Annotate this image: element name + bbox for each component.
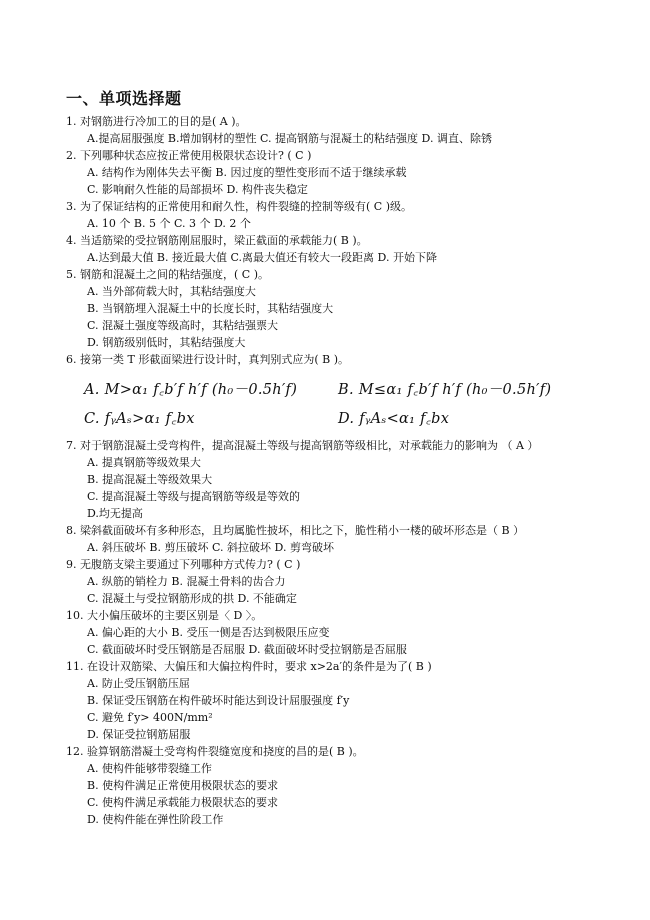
question-option: C. 提高混凝土等级与提高钢筋等级是等效的 xyxy=(87,490,301,503)
question-option: A.提高屈服强度 B.增加钢材的塑性 C. 提高钢筋与混凝土的粘结强度 D. 调直、除锈 xyxy=(87,132,492,145)
question-option: B. 保证受压钢筋在构件破坏时能达到设计屈服强度 f′y xyxy=(87,694,350,707)
question-stem: 12. 验算钢筋潜凝土受弯构件裂缝宽度和挠度的昌的是( B )。 xyxy=(66,745,364,758)
question-stem: 2. 下列哪种状态应按正常使用极限状态设计? ( C ) xyxy=(66,149,312,162)
question-option: D.均无提高 xyxy=(87,507,143,520)
question-option: A. 提真钢筋等级效果大 xyxy=(87,456,201,469)
question-option: A. 当外部荷载大时，其粘结强度大 xyxy=(87,285,256,298)
question-stem: 7. 对于钢筋混凝土受弯构件，提高混凝土等级与提高钢筋等级相比，对承载能力的影响为 （ A ） xyxy=(66,439,539,452)
question-option: D. 使构件能在弹性阶段工作 xyxy=(87,813,224,826)
question-option: A. 防止受压钢筋压屈 xyxy=(87,677,190,690)
question-option: C. 混凝土与受拉钢筋形成的拱 D. 不能确定 xyxy=(87,592,297,605)
question-option: C. 使构件满足承载能力极限状态的要求 xyxy=(87,796,279,809)
question-stem: 5. 钢筋和混凝土之间的粘结强度，( C )。 xyxy=(66,268,269,281)
question-option: C. 影响耐久性能的局部损坏 D. 构件丧失稳定 xyxy=(87,183,308,196)
question-option: A. 结构作为刚体失去平衡 B. 因过度的塑性变形而不适于继续承载 xyxy=(87,166,407,179)
question-option: C. 截面破坏时受压钢筋是否屈服 D. 截面破坏时受拉钢筋是否屈服 xyxy=(87,643,407,656)
question-stem: 1. 对钢筋进行冷加工的目的是( A )。 xyxy=(66,115,247,128)
question-stem: 6. 接第一类 T 形截面梁进行设计时，真判别式应为( B )。 xyxy=(66,353,349,366)
question-option: B. 提高混凝土等级效果大 xyxy=(87,473,213,486)
question-option: A.达到最大值 B. 接近最大值 C.离最大值还有较大一段距离 D. 开始下降 xyxy=(87,251,437,264)
question-option: D. 保证受拉钢筋屈服 xyxy=(87,728,191,741)
question-stem: 4. 当适筋梁的受拉钢筋刚屈服时，梁正截面的承载能力( B )。 xyxy=(66,234,368,247)
question-option: A. 纵筋的销栓力 B. 混凝土骨料的齿合力 xyxy=(87,575,286,588)
question-option: C. 混凝土强度等级高时，其粘结强票大 xyxy=(87,319,279,332)
formula-option-d: D. fᵧAₛ<α₁ f꜀bx xyxy=(338,411,450,427)
question-option: A. 斜压破坏 B. 剪压破坏 C. 斜拉破坏 D. 剪弯破坏 xyxy=(87,541,334,554)
formula-option-b: B. M≤α₁ f꜀b′f h′f (h₀－0.5h′f) xyxy=(338,382,552,398)
question-option: D. 钢筋级别低时，其粘结强度大 xyxy=(87,336,246,349)
question-option: B. 使构件满足正常使用极限状态的要求 xyxy=(87,779,279,792)
question-option: B. 当钢筋埋入混凝土中的长度长时，其粘结强度大 xyxy=(87,302,334,315)
formula-option-a: A. M>α₁ f꜀b′f h′f (h₀－0.5h′f) xyxy=(84,382,298,398)
question-option: A. 偏心距的大小 B. 受压一侧是否达到极限压应变 xyxy=(87,626,330,639)
question-stem: 10. 大小偏压破坏的主要区别是〈 D 〉。 xyxy=(66,609,263,622)
section-title: 一、单项选择题 xyxy=(66,89,182,108)
question-stem: 8. 梁斜截面破坏有多种形态，且均属脆性披坏，相比之下，脆性稍小一楼的破坏形态是（ B ） xyxy=(66,524,525,537)
question-option: A. 使构件能够带裂缝工作 xyxy=(87,762,212,775)
formula-option-c: C. fᵧAₛ>α₁ f꜀bx xyxy=(84,411,195,427)
question-stem: 9. 无腹筋支梁主要通过下列哪种方式传力? ( C ) xyxy=(66,558,301,571)
question-stem: 11. 在设计双筋梁、大偏压和大偏拉构件时，要求 x>2a′的条件是为了( B ) xyxy=(66,660,432,673)
question-option: A. 10 个 B. 5 个 C. 3 个 D. 2 个 xyxy=(87,217,251,230)
question-option: C. 避免 f′y> 400N/mm² xyxy=(87,711,213,724)
question-stem: 3. 为了保证结构的正常使用和耐久性，构件裂缝的控制等级有( C )级。 xyxy=(66,200,412,213)
